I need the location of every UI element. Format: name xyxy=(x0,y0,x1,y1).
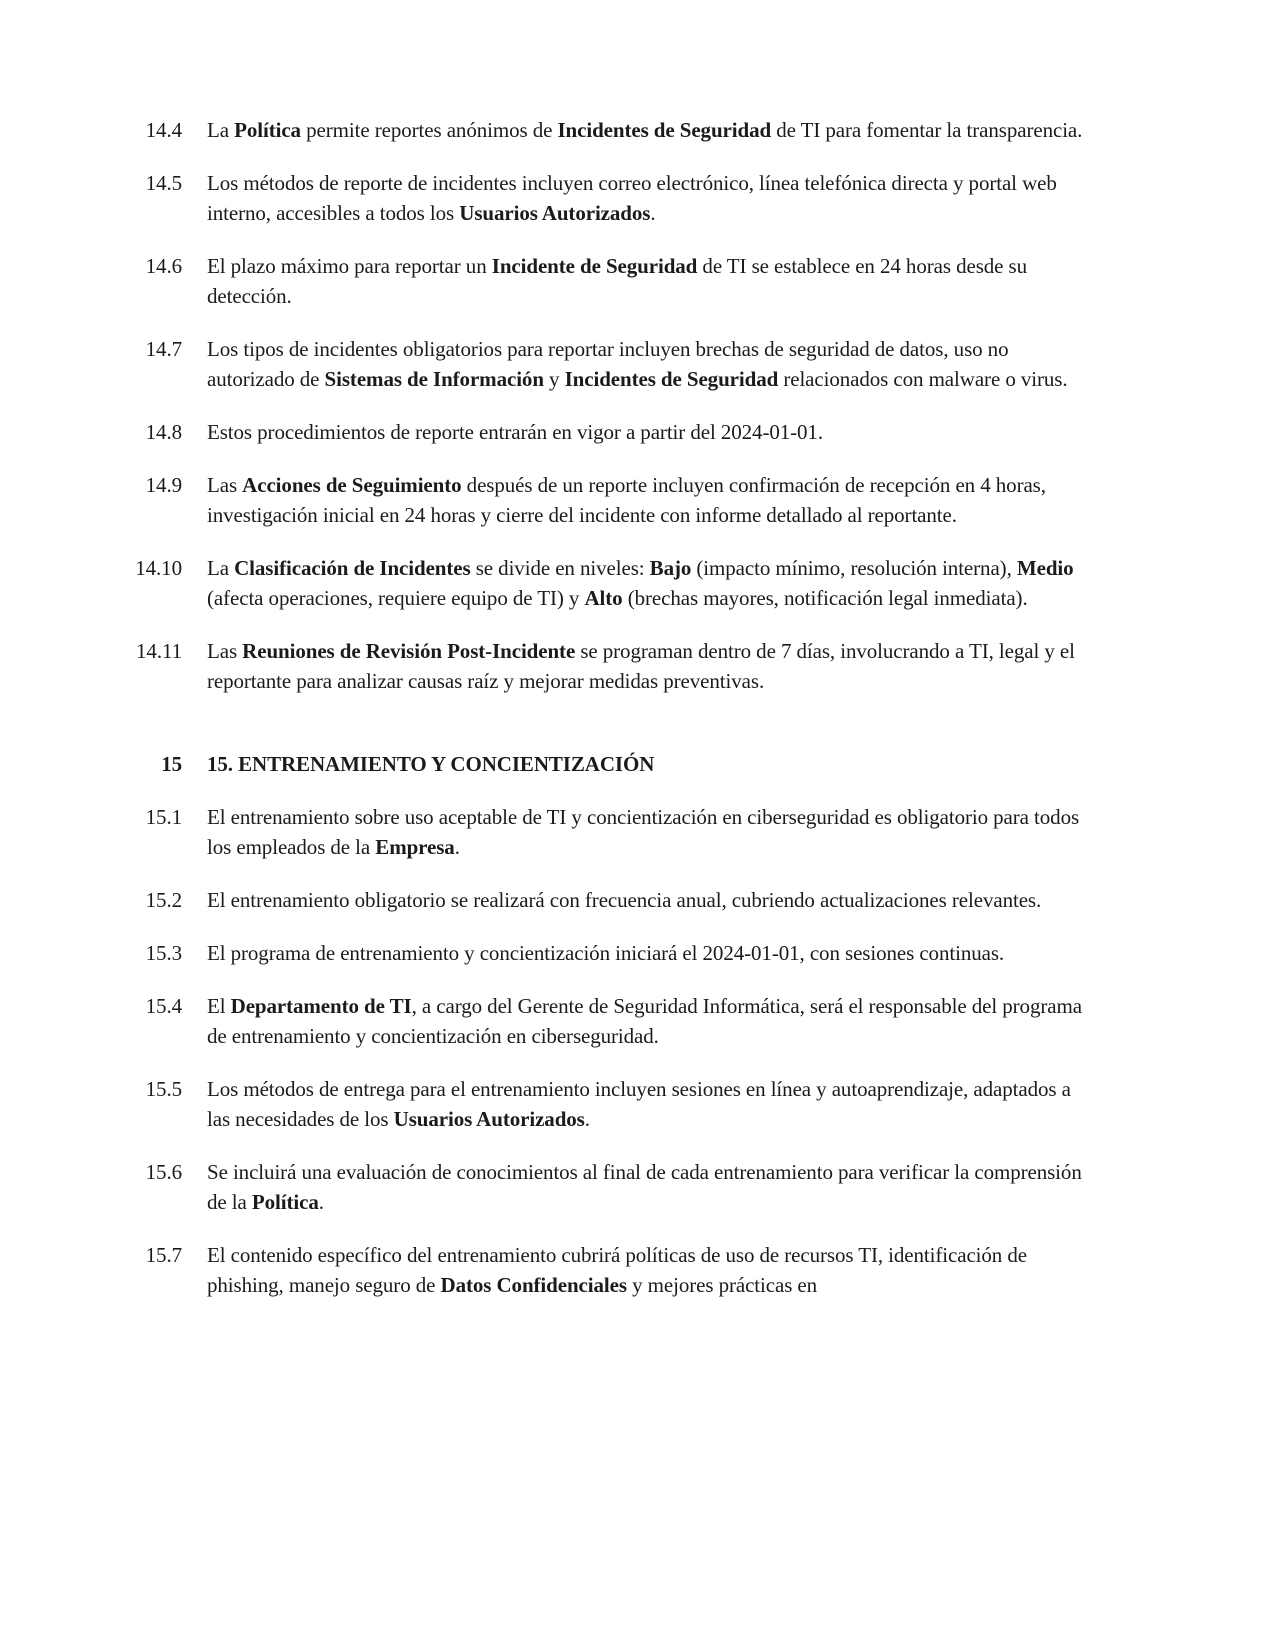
defined-term: Clasificación de Incidentes xyxy=(234,556,471,580)
clause-row xyxy=(110,885,1275,915)
clause-text xyxy=(207,1240,1087,1300)
clause-row xyxy=(110,251,1275,311)
clause-number: 14.4 xyxy=(145,118,182,142)
clause-row xyxy=(110,470,1275,530)
clause-row xyxy=(110,802,1275,862)
text-segment: . xyxy=(454,835,460,859)
defined-term: Empresa xyxy=(375,835,455,859)
clause-text xyxy=(207,470,1087,530)
clause-row xyxy=(110,115,1275,145)
clause-row xyxy=(110,417,1275,447)
defined-term: Usuarios Autorizados xyxy=(393,1107,585,1131)
clause-row xyxy=(110,636,1275,696)
clause-number: 14.9 xyxy=(145,473,182,497)
clause-text xyxy=(207,636,1087,696)
text-segment: (impacto mínimo, resolución interna), xyxy=(691,556,1017,580)
text-segment: . xyxy=(318,1190,324,1214)
clause-number: 15.3 xyxy=(145,941,182,965)
defined-term: Incidentes de Seguridad xyxy=(557,118,772,142)
defined-term: Departamento de TI xyxy=(230,994,412,1018)
clause-number: 14.7 xyxy=(145,337,182,361)
text-segment: El entrenamiento sobre uso aceptable de TI y concientización en ciberseguridad es obligatorio para todos los empleados de la xyxy=(207,805,1080,859)
text-segment: La xyxy=(207,556,235,580)
defined-term: 15. ENTRENAMIENTO Y CONCIENTIZACIÓN xyxy=(207,752,655,776)
text-segment: y xyxy=(543,367,565,391)
defined-term: Alto xyxy=(584,586,623,610)
text-segment: permite reportes anónimos de xyxy=(300,118,558,142)
clause-number: 14.6 xyxy=(145,254,182,278)
clause-number: 14.10 xyxy=(135,556,182,580)
text-segment: de TI para fomentar la transparencia. xyxy=(771,118,1083,142)
text-segment: El programa de entrenamiento y concientización iniciará el 2024-01-01, con sesiones continuas. xyxy=(207,941,1005,965)
text-segment: Los métodos de reporte de incidentes incluyen correo electrónico, línea telefónica directa y portal web interno, accesibles a todos los xyxy=(207,171,1057,225)
defined-term: Bajo xyxy=(649,556,692,580)
defined-term: Datos Confidenciales xyxy=(440,1273,627,1297)
clause-number: 15.1 xyxy=(145,805,182,829)
clause-number: 15.5 xyxy=(145,1077,182,1101)
section-heading-text xyxy=(207,749,1087,779)
clause-text xyxy=(207,115,1087,145)
clause-number: 15.2 xyxy=(145,888,182,912)
section-number: 15 xyxy=(161,752,182,776)
clause-number: 15.6 xyxy=(145,1160,182,1184)
clause-text xyxy=(207,168,1087,228)
defined-term: Usuarios Autorizados xyxy=(459,201,651,225)
text-segment: se programan dentro de 7 días, involucrando a TI, legal y el reportante para analizar causas raíz y mejorar medidas preventivas. xyxy=(207,639,1075,693)
clause-number: 14.5 xyxy=(145,171,182,195)
defined-term: Incidentes de Seguridad xyxy=(564,367,779,391)
text-segment: El xyxy=(207,994,231,1018)
defined-term: Política xyxy=(234,118,301,142)
text-segment: Los métodos de entrega para el entrenamiento incluyen sesiones en línea y autoaprendizaje, adaptados a las necesidades de los xyxy=(207,1077,1071,1131)
text-segment: se divide en niveles: xyxy=(470,556,650,580)
text-segment: La xyxy=(207,118,235,142)
clause-number: 14.8 xyxy=(145,420,182,444)
defined-term: Reuniones de Revisión Post-Incidente xyxy=(242,639,576,663)
text-segment: (brechas mayores, notificación legal inmediata). xyxy=(622,586,1028,610)
clause-text xyxy=(207,1074,1087,1134)
clause-row xyxy=(110,168,1275,228)
text-segment: . xyxy=(650,201,656,225)
section-heading-row xyxy=(110,749,1275,779)
clause-row xyxy=(110,1074,1275,1134)
clause-number: 15.7 xyxy=(145,1243,182,1267)
clause-row xyxy=(110,334,1275,394)
clause-row xyxy=(110,1240,1275,1300)
text-segment: relacionados con malware o virus. xyxy=(778,367,1068,391)
clause-text xyxy=(207,938,1087,968)
text-segment: Se incluirá una evaluación de conocimientos al final de cada entrenamiento para verificar la comprensión de la xyxy=(207,1160,1082,1214)
text-segment: Las xyxy=(207,639,243,663)
defined-term: Acciones de Seguimiento xyxy=(242,473,462,497)
clause-text xyxy=(207,553,1087,613)
text-segment: Los tipos de incidentes obligatorios para reportar incluyen brechas de seguridad de datos, uso no autorizado de xyxy=(207,337,1009,391)
clause-number: 15.4 xyxy=(145,994,182,1018)
text-segment: de TI se establece en 24 horas desde su detección. xyxy=(207,254,1028,308)
defined-term: Sistemas de Información xyxy=(324,367,544,391)
text-segment: , a cargo del Gerente de Seguridad Informática, será el responsable del programa de entrenamiento y concientización en ciberseguridad. xyxy=(207,994,1082,1048)
clause-text xyxy=(207,334,1087,394)
clause-text xyxy=(207,885,1087,915)
text-segment: después de un reporte incluyen confirmación de recepción en 4 horas, investigación inicial en 24 horas y cierre del incidente con informe detallado al reportante. xyxy=(207,473,1046,527)
clause-row xyxy=(110,938,1275,968)
text-segment: El plazo máximo para reportar un xyxy=(207,254,492,278)
text-segment: y mejores prácticas en xyxy=(626,1273,818,1297)
text-segment: Las xyxy=(207,473,243,497)
defined-term: Incidente de Seguridad xyxy=(491,254,698,278)
text-segment: Estos procedimientos de reporte entrarán en vigor a partir del 2024-01-01. xyxy=(207,420,823,444)
clause-text xyxy=(207,802,1087,862)
text-segment: . xyxy=(584,1107,590,1131)
clause-text xyxy=(207,417,1087,447)
defined-term: Medio xyxy=(1016,556,1074,580)
clause-number: 14.11 xyxy=(136,639,182,663)
clause-text xyxy=(207,251,1087,311)
text-segment: El contenido específico del entrenamiento cubrirá políticas de uso de recursos TI, identificación de phishing, manejo seguro de xyxy=(207,1243,1027,1297)
text-segment: El entrenamiento obligatorio se realizará con frecuencia anual, cubriendo actualizaciones relevantes. xyxy=(207,888,1042,912)
defined-term: Política xyxy=(251,1190,319,1214)
text-segment: (afecta operaciones, requiere equipo de TI) y xyxy=(207,586,585,610)
clause-row xyxy=(110,553,1275,613)
clause-text xyxy=(207,991,1087,1051)
clause-row xyxy=(110,991,1275,1051)
clause-row xyxy=(110,1157,1275,1217)
clause-text xyxy=(207,1157,1087,1217)
